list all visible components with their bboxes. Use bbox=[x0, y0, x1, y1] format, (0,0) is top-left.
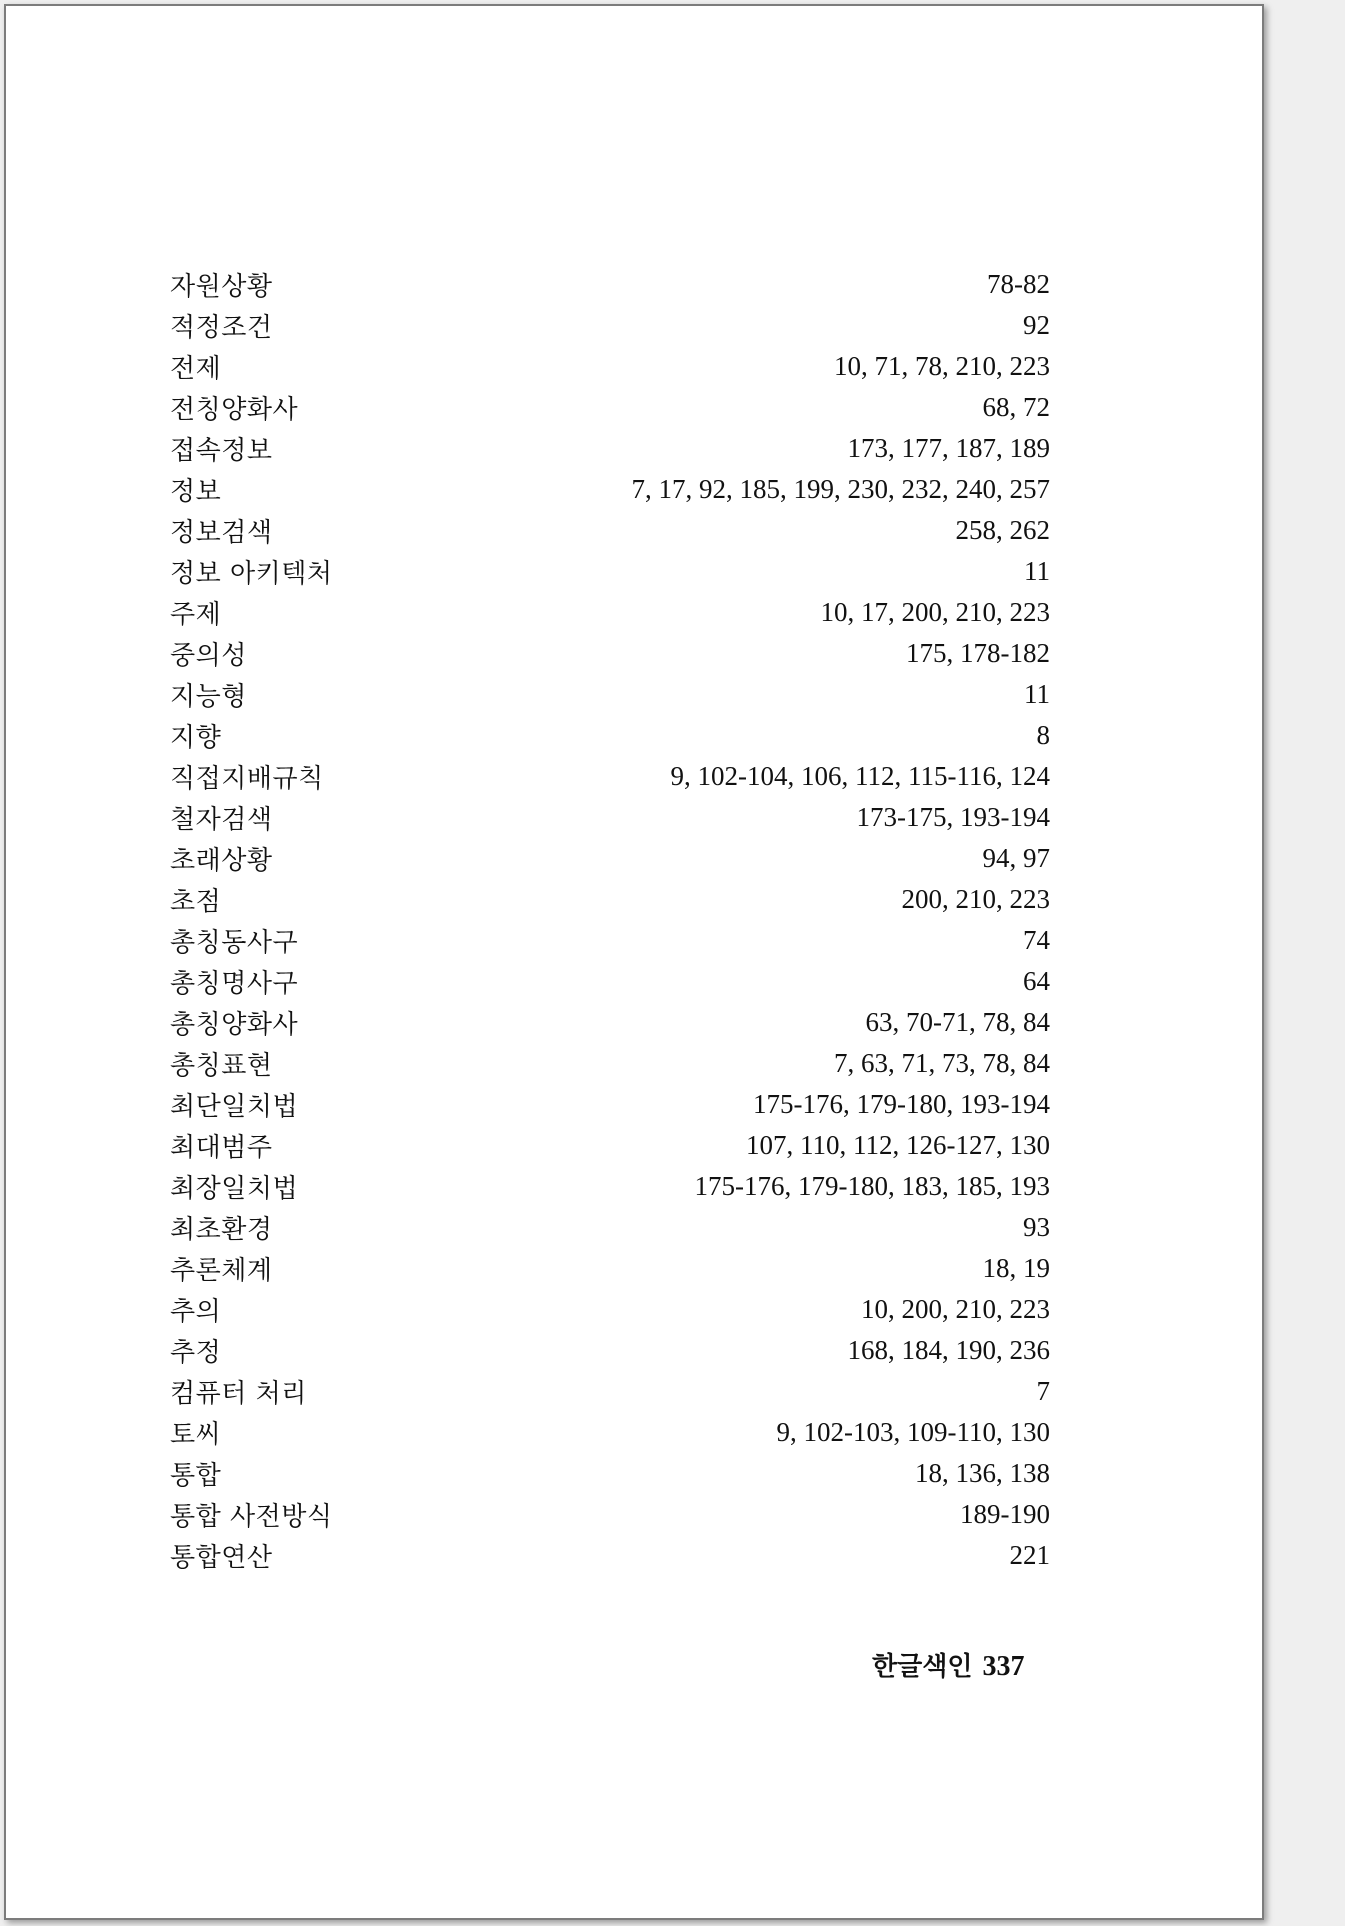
index-entry bbox=[170, 961, 1050, 1002]
footer-section-title: 한글색인 bbox=[872, 1652, 973, 1682]
index-page bbox=[4, 4, 1264, 1920]
index-term: 접속정보 bbox=[170, 436, 273, 466]
index-page-refs: 94, 97 bbox=[982, 843, 1050, 873]
index-entry bbox=[170, 1412, 1050, 1453]
index-entry bbox=[170, 1453, 1050, 1494]
index-term: 총칭양화사 bbox=[170, 1010, 299, 1040]
index-page-refs: 107, 110, 112, 126-127, 130 bbox=[746, 1130, 1050, 1160]
footer-page-number: 337 bbox=[982, 1651, 1025, 1682]
index-entry bbox=[170, 920, 1050, 961]
index-page-refs: 168, 184, 190, 236 bbox=[847, 1335, 1050, 1365]
index-page-refs: 68, 72 bbox=[982, 392, 1050, 422]
index-entry bbox=[170, 551, 1050, 592]
index-entry bbox=[170, 1371, 1050, 1412]
index-entry bbox=[170, 305, 1050, 346]
index-page-refs: 175-176, 179-180, 183, 185, 193 bbox=[694, 1171, 1050, 1201]
index-term: 총칭명사구 bbox=[170, 969, 299, 999]
index-entry bbox=[170, 1248, 1050, 1289]
index-term: 통합 사전방식 bbox=[170, 1502, 333, 1532]
index-entry bbox=[170, 346, 1050, 387]
index-page-refs: 10, 200, 210, 223 bbox=[861, 1294, 1050, 1324]
index-entry bbox=[170, 756, 1050, 797]
index-term: 정보 아키텍처 bbox=[170, 559, 333, 589]
index-page-refs: 78-82 bbox=[987, 269, 1050, 299]
index-entry bbox=[170, 1289, 1050, 1330]
index-page-refs: 18, 136, 138 bbox=[915, 1458, 1050, 1488]
index-entry bbox=[170, 1207, 1050, 1248]
index-page-refs: 200, 210, 223 bbox=[901, 884, 1050, 914]
index-page-refs: 7, 17, 92, 185, 199, 230, 232, 240, 257 bbox=[631, 474, 1050, 504]
index-term: 추론체계 bbox=[170, 1256, 273, 1286]
index-term: 지향 bbox=[170, 723, 222, 753]
index-term: 총칭동사구 bbox=[170, 928, 299, 958]
index-page-refs: 221 bbox=[1009, 1540, 1050, 1570]
index-page-refs: 9, 102-104, 106, 112, 115-116, 124 bbox=[670, 761, 1050, 791]
index-term: 전칭양화사 bbox=[170, 395, 299, 425]
index-entry bbox=[170, 1002, 1050, 1043]
index-term: 정보검색 bbox=[170, 518, 273, 548]
index-entry bbox=[170, 1330, 1050, 1371]
index-term: 자원상황 bbox=[170, 272, 273, 302]
index-list bbox=[170, 264, 1050, 1576]
index-entry bbox=[170, 1166, 1050, 1207]
index-entry bbox=[170, 797, 1050, 838]
index-term: 통합연산 bbox=[170, 1543, 273, 1573]
index-entry bbox=[170, 428, 1050, 469]
index-entry bbox=[170, 387, 1050, 428]
index-entry bbox=[170, 264, 1050, 305]
index-entry bbox=[170, 715, 1050, 756]
index-entry bbox=[170, 879, 1050, 920]
index-entry bbox=[170, 1494, 1050, 1535]
index-term: 컴퓨터 처리 bbox=[170, 1379, 307, 1409]
index-entry bbox=[170, 633, 1050, 674]
index-page-refs: 258, 262 bbox=[955, 515, 1050, 545]
index-term: 초점 bbox=[170, 887, 222, 917]
index-page-refs: 175-176, 179-180, 193-194 bbox=[753, 1089, 1050, 1119]
index-term: 주제 bbox=[170, 600, 222, 630]
index-term: 통합 bbox=[170, 1461, 222, 1491]
index-page-refs: 8 bbox=[1036, 720, 1050, 750]
index-term: 전제 bbox=[170, 354, 222, 384]
index-page-refs: 10, 71, 78, 210, 223 bbox=[834, 351, 1050, 381]
index-page-refs: 189-190 bbox=[960, 1499, 1050, 1529]
index-entry bbox=[170, 1125, 1050, 1166]
index-page-refs: 175, 178-182 bbox=[906, 638, 1050, 668]
index-term: 최대범주 bbox=[170, 1133, 273, 1163]
index-entry bbox=[170, 510, 1050, 551]
index-page-refs: 64 bbox=[1023, 966, 1050, 996]
index-term: 직접지배규칙 bbox=[170, 764, 324, 794]
index-page-refs: 7, 63, 71, 73, 78, 84 bbox=[834, 1048, 1050, 1078]
index-page-refs: 173, 177, 187, 189 bbox=[847, 433, 1050, 463]
index-page-refs: 173-175, 193-194 bbox=[856, 802, 1050, 832]
index-term: 적정조건 bbox=[170, 313, 273, 343]
index-entry bbox=[170, 674, 1050, 715]
index-page-refs: 11 bbox=[1024, 679, 1050, 709]
index-term: 지능형 bbox=[170, 682, 247, 712]
index-term: 총칭표현 bbox=[170, 1051, 273, 1081]
index-page-refs: 10, 17, 200, 210, 223 bbox=[820, 597, 1050, 627]
index-entry bbox=[170, 1084, 1050, 1125]
index-term: 최장일치법 bbox=[170, 1174, 299, 1204]
index-page-refs: 7 bbox=[1036, 1376, 1050, 1406]
index-term: 정보 bbox=[170, 477, 222, 507]
index-term: 최초환경 bbox=[170, 1215, 273, 1245]
index-page-refs: 92 bbox=[1023, 310, 1050, 340]
index-entry bbox=[170, 1535, 1050, 1576]
index-term: 토씨 bbox=[170, 1420, 222, 1450]
index-term: 추의 bbox=[170, 1297, 222, 1327]
index-page-refs: 74 bbox=[1023, 925, 1050, 955]
index-term: 중의성 bbox=[170, 641, 247, 671]
index-page-refs: 9, 102-103, 109-110, 130 bbox=[776, 1417, 1050, 1447]
index-page-refs: 93 bbox=[1023, 1212, 1050, 1242]
page-footer bbox=[872, 1646, 1024, 1683]
index-page-refs: 18, 19 bbox=[982, 1253, 1050, 1283]
index-entry bbox=[170, 469, 1050, 510]
index-entry bbox=[170, 838, 1050, 879]
index-entry bbox=[170, 1043, 1050, 1084]
index-term: 초래상황 bbox=[170, 846, 273, 876]
index-term: 철자검색 bbox=[170, 805, 273, 835]
index-entry bbox=[170, 592, 1050, 633]
index-term: 최단일치법 bbox=[170, 1092, 299, 1122]
index-page-refs: 11 bbox=[1024, 556, 1050, 586]
index-term: 추정 bbox=[170, 1338, 222, 1368]
index-page-refs: 63, 70-71, 78, 84 bbox=[865, 1007, 1050, 1037]
